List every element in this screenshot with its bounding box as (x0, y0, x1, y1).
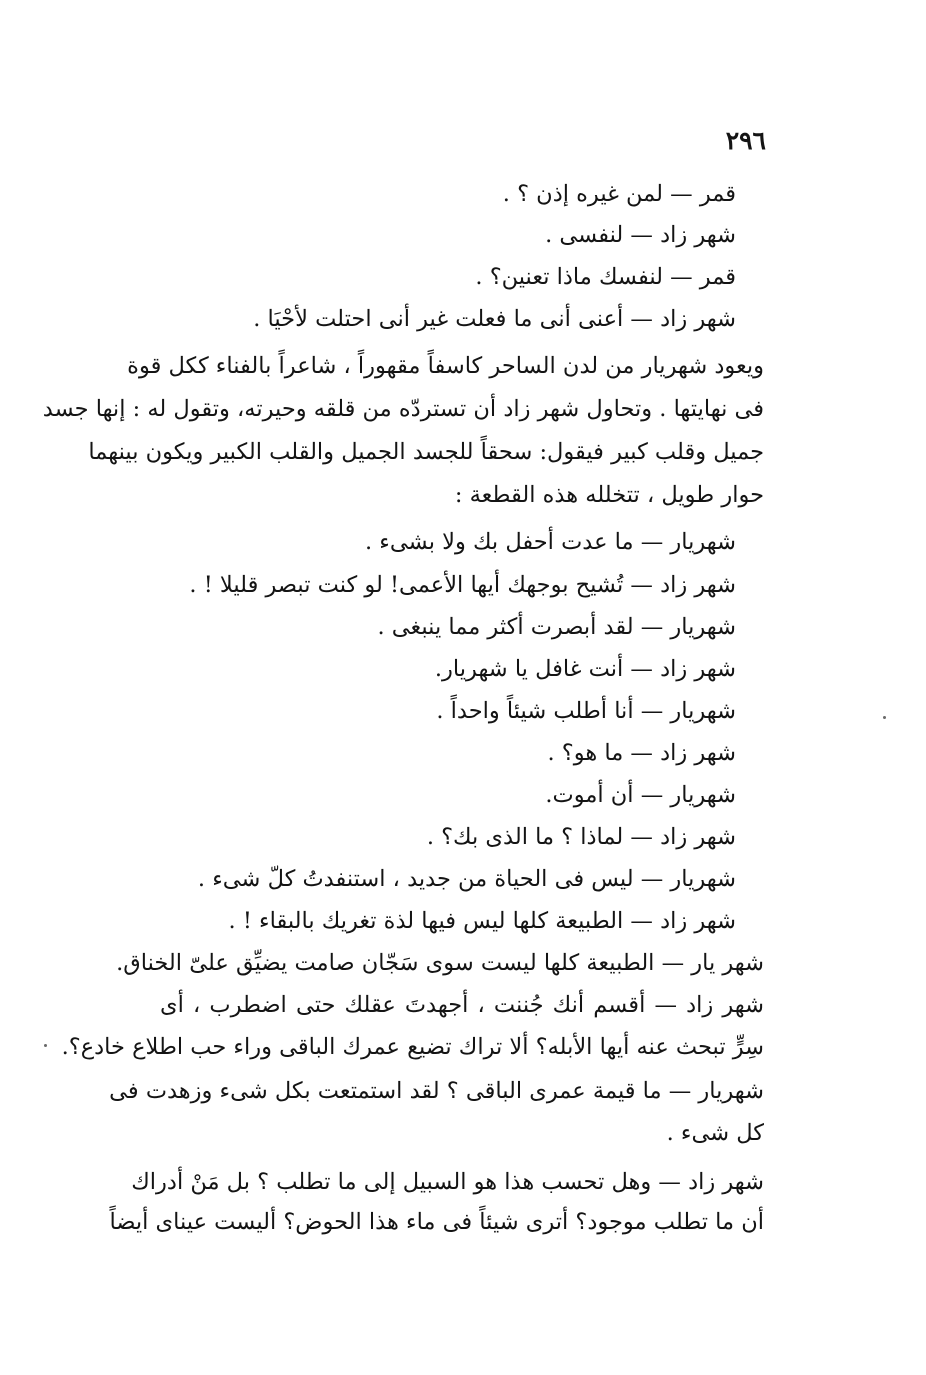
dialogue-line: شهريار — ما عدت أحفل بك ولا بشىء . (365, 529, 736, 555)
dialogue-line: شهر زاد — الطبيعة كلها ليس فيها لذة تغريك بالبقاء ! . (228, 908, 736, 934)
dialogue-line: شهريار — أنا أطلب شيئاً واحداً . (436, 698, 736, 724)
dialogue-line: شهر زاد — أنت غافل يا شهريار. (434, 656, 736, 682)
dialogue-line: شهريار — لقد أبصرت أكثر مما ينبغى . (377, 614, 736, 640)
dialogue-line: قمر — لنفسك ماذا تعنين؟ . (475, 264, 736, 290)
dialogue-line: أن ما تطلب موجود؟ أترى شيئاً فى ماء هذا الحوض؟ أليست عيناى أيضاً (109, 1209, 764, 1235)
scan-speck (44, 1044, 47, 1047)
dialogue-line: شهريار — أن أموت. (545, 782, 736, 808)
dialogue-line: شهر زاد — وهل تحسب هذا هو السبيل إلى ما تطلب ؟ بل مَنْ أدراك (131, 1169, 764, 1195)
paragraph-line: جميل وقلب كبير فيقول: سحقاً للجسد الجميل والقلب الكبير ويكون بينهما (88, 439, 764, 465)
dialogue-line: شهر زاد — تُشيح بوجهك أيها الأعمى! لو كنت تبصر قليلا ! . (189, 572, 736, 598)
page-number: ٢٩٦ (725, 126, 766, 155)
dialogue-line: شهريار — ما قيمة عمرى الباقى ؟ لقد استمتعت بكل شىء وزهدت فى (109, 1078, 764, 1104)
scan-speck (883, 716, 886, 719)
paragraph-line: ويعود شهريار من لدن الساحر كاسفاً مقهوراً ، شاعراً بالفناء ككل قوة (127, 353, 764, 379)
dialogue-line: شهر يار — الطبيعة كلها ليست سوى سَجّان صامت يضيِّق علىّ الخناق. (116, 950, 764, 976)
dialogue-line: كل شىء . (666, 1120, 764, 1146)
dialogue-line: شهر زاد — أقسم أنك جُننت ، أجهدتَ عقلك حتى اضطرب ، أى (160, 992, 764, 1018)
dialogue-line: قمر — لمن غيره إذن ؟ . (502, 181, 736, 207)
dialogue-line: شهر زاد — أعنى أنى ما فعلت غير أنى احتلت لأحْيَا . (253, 306, 736, 332)
dialogue-line: شهر زاد — لماذا ؟ ما الذى بك؟ . (426, 824, 736, 850)
dialogue-line: شهريار — ليس فى الحياة من جديد ، استنفدتُ كلّ شىء . (197, 866, 736, 892)
dialogue-line: شهر زاد — لنفسى . (545, 222, 736, 248)
paragraph-line: حوار طويل ، تتخلله هذه القطعة : (454, 482, 764, 508)
paragraph-line: فى نهايتها . وتحاول شهر زاد أن تستردّه من قلقه وحيرته، وتقول له : إنها جسد (42, 396, 764, 422)
dialogue-line: شهر زاد — ما هو؟ . (547, 740, 736, 766)
dialogue-line: سِرٍّ تبحث عنه أيها الأبله؟ ألا تراك تضيع عمرك الباقى وراء حب اطلاع خادع؟. (61, 1034, 764, 1060)
